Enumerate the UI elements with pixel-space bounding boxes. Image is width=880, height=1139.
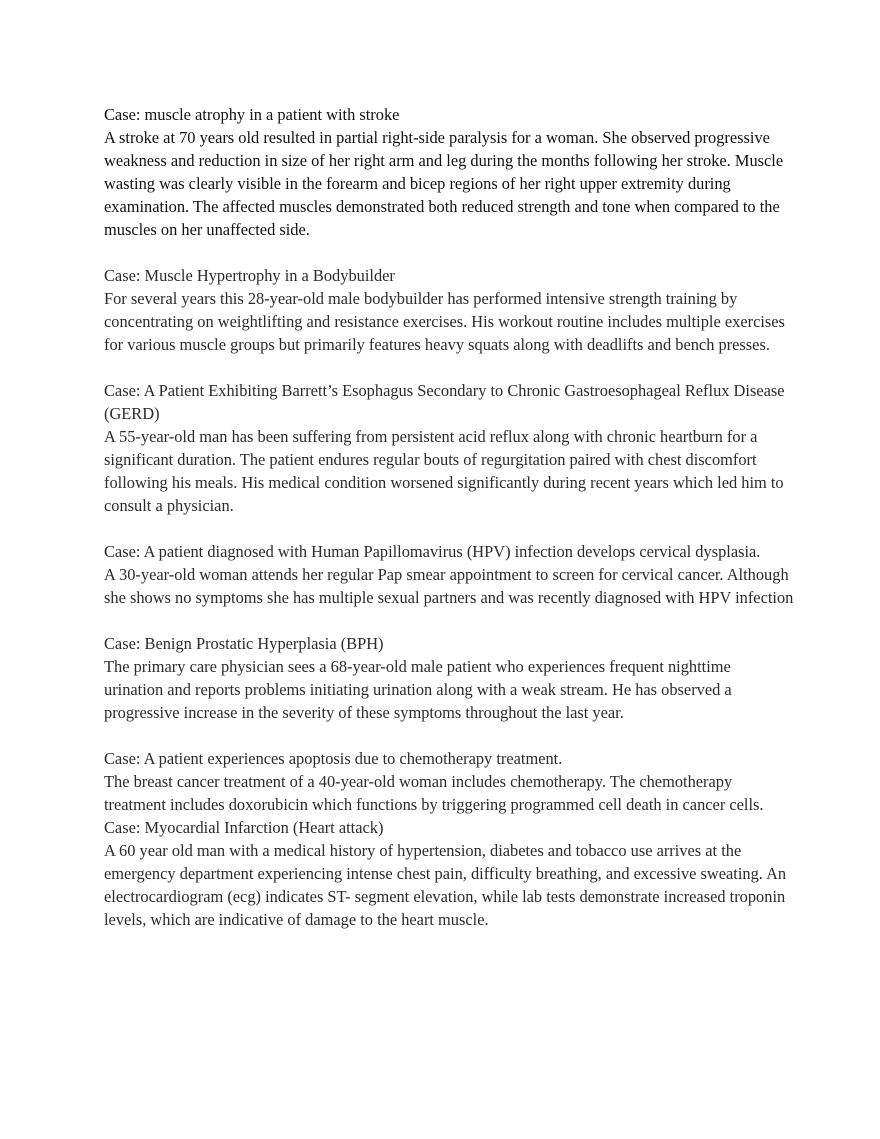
case-bph [104,632,794,724]
case-muscle-hypertrophy [104,264,794,356]
case-body: The breast cancer treatment of a 40-year-old woman includes chemotherapy. The chemotherapy treatment includes doxorubicin which functions by triggering programmed cell death in cancer cells. [104,772,764,814]
case-body: For several years this 28-year-old male bodybuilder has performed intensive strength training by concentrating on weightlifting and resistance exercises. His workout routine includes multiple exercises for various muscle groups but primarily features heavy squats along with deadlifts and bench presses. [104,289,785,354]
case-title: Case: Muscle Hypertrophy in a Bodybuilder [104,266,395,285]
case-title: Case: A Patient Exhibiting Barrett’s Esophagus Secondary to Chronic Gastroesophageal Reflux Disease (GERD) [104,381,785,423]
case-apoptosis-chemotherapy [104,747,794,816]
case-title: Case: muscle atrophy in a patient with stroke [104,105,400,124]
case-myocardial-infarction [104,816,794,931]
case-title: Case: A patient diagnosed with Human Papillomavirus (HPV) infection develops cervical dysplasia. [104,542,761,561]
case-title: Case: Benign Prostatic Hyperplasia (BPH) [104,634,384,653]
case-title: Case: Myocardial Infarction (Heart attack) [104,818,384,837]
case-title: Case: A patient experiences apoptosis due to chemotherapy treatment. [104,749,563,768]
case-barretts-esophagus [104,379,794,517]
case-hpv-cervical-dysplasia [104,540,794,609]
case-body: A 60 year old man with a medical history of hypertension, diabetes and tobacco use arrives at the emergency department experiencing intense chest pain, difficulty breathing, and excessive sweating. An electrocardiogram (ecg) indicates ST- segment elevation, while lab tests demonstrate increased troponin levels, which are indicative of damage to the heart muscle. [104,841,787,929]
case-body: A 30-year-old woman attends her regular Pap smear appointment to screen for cervical cancer. Although she shows no symptoms she has multiple sexual partners and was recently diagnosed with HPV infection [104,565,794,607]
case-body: A 55-year-old man has been suffering from persistent acid reflux along with chronic heartburn for a significant duration. The patient endures regular bouts of regurgitation paired with chest discomfort following his meals. His medical condition worsened significantly during recent years which led him to consult a physician. [104,427,784,515]
case-body: The primary care physician sees a 68-year-old male patient who experiences frequent nighttime urination and reports problems initiating urination along with a weak stream. He has observed a progressive increase in the severity of these symptoms throughout the last year. [104,657,732,722]
document-page [104,103,794,931]
case-muscle-atrophy [104,103,794,241]
case-body: A stroke at 70 years old resulted in partial right-side paralysis for a woman. She observed progressive weakness and reduction in size of her right arm and leg during the months following her stroke. Muscle wasting was clearly visible in the forearm and bicep regions of her right upper extremity during examination. The affected muscles demonstrated both reduced strength and tone when compared to the muscles on her unaffected side. [104,128,784,239]
